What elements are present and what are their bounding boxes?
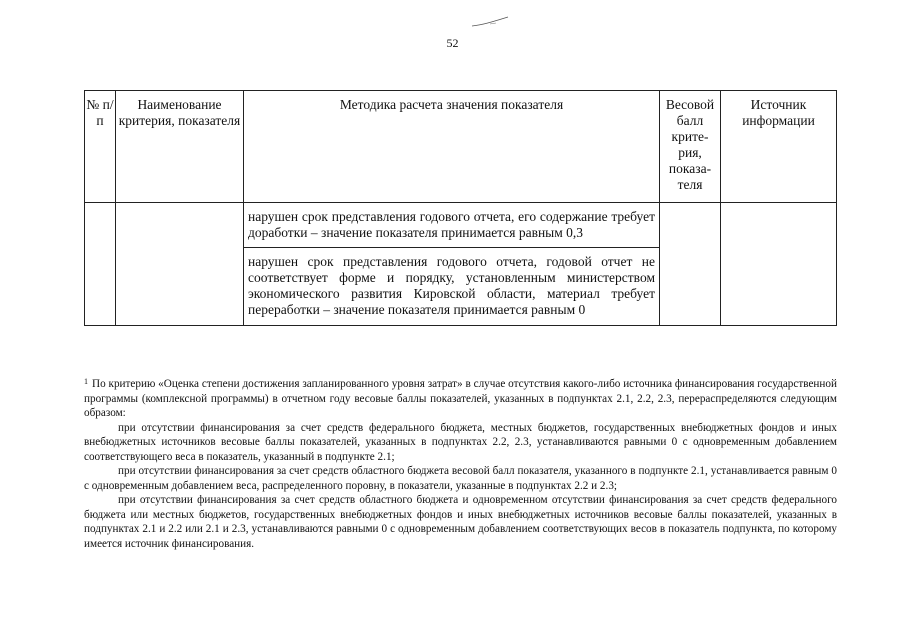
cell-num bbox=[85, 203, 116, 326]
pen-mark-icon bbox=[470, 14, 510, 30]
header-num: № п/п bbox=[85, 91, 116, 203]
footnote-paragraph-2: при отсутствии финансирования за счет средств федерального бюджета, местных бюджетов, государственных внебюджетных фондов и иных внебюджетных источников весовые баллы показателей, указанных в подпунктах 2.2, 2.3, устанавливаются равными 0 с одновременным добавлением соответствующего веса в показатель, указанный в подпункте 2.1; bbox=[84, 421, 837, 463]
cell-source bbox=[721, 203, 837, 326]
header-source: Источник информации bbox=[721, 91, 837, 203]
method-text-1: нарушен срок представления годового отчета, его содержание требует доработки – значение показателя принимается равным 0,3 bbox=[244, 203, 659, 248]
cell-name bbox=[116, 203, 244, 326]
footnote bbox=[84, 377, 837, 551]
footnote-paragraph-4: при отсутствии финансирования за счет средств областного бюджета и одновременном отсутствии финансирования за счет средств федерального бюджета или местных бюджетов, государственных внебюджетных фондов и иных внебюджетных источников весовые баллы показателей, указанных в подпунктах 2.1 и 2.2 или 2.1 и 2.3, устанавливаются равными 0 с одновременным добавлением соответствующих весов в показатель подпункта, по которому имеется источник финансирования. bbox=[84, 494, 837, 550]
footnote-paragraph-3: при отсутствии финансирования за счет средств областного бюджета весовой балл показателя, указанного в подпункте 2.1, устанавливается равным 0 с одновременным добавлением веса, распределенного поровну, в показатели, указанные в подпунктах 2.2 и 2.3; bbox=[84, 465, 837, 492]
header-method: Методика расчета значения показателя bbox=[244, 91, 660, 203]
cell-weight bbox=[660, 203, 721, 326]
method-text-2: нарушен срок представления годового отчета, годовой отчет не соответствует форме и порядку, установленным министерством экономического развития Кировской области, материал требует переработки – значение показателя принимается равным 0 bbox=[248, 254, 655, 317]
header-name: Наименование критерия, показателя bbox=[116, 91, 244, 203]
table-row bbox=[85, 203, 837, 326]
header-weight: Весовой балл крите-рия, показа-теля bbox=[660, 91, 721, 203]
page-number: 52 bbox=[446, 36, 459, 50]
footnote-text-1: По критерию «Оценка степени достижения запланированного уровня затрат» в случае отсутствия какого-либо источника финансирования государственной программы (комплексной программы) в отчетном году весовые баллы показателей, указанных в подпунктах 2.1, 2.2, 2.3, перераспределяются следующим образом: bbox=[84, 378, 837, 419]
criteria-table bbox=[84, 90, 837, 326]
table-header-row bbox=[85, 91, 837, 203]
footnote-marker: 1 bbox=[84, 377, 88, 386]
footnote-paragraph-1 bbox=[84, 377, 837, 421]
cell-method bbox=[244, 203, 660, 326]
